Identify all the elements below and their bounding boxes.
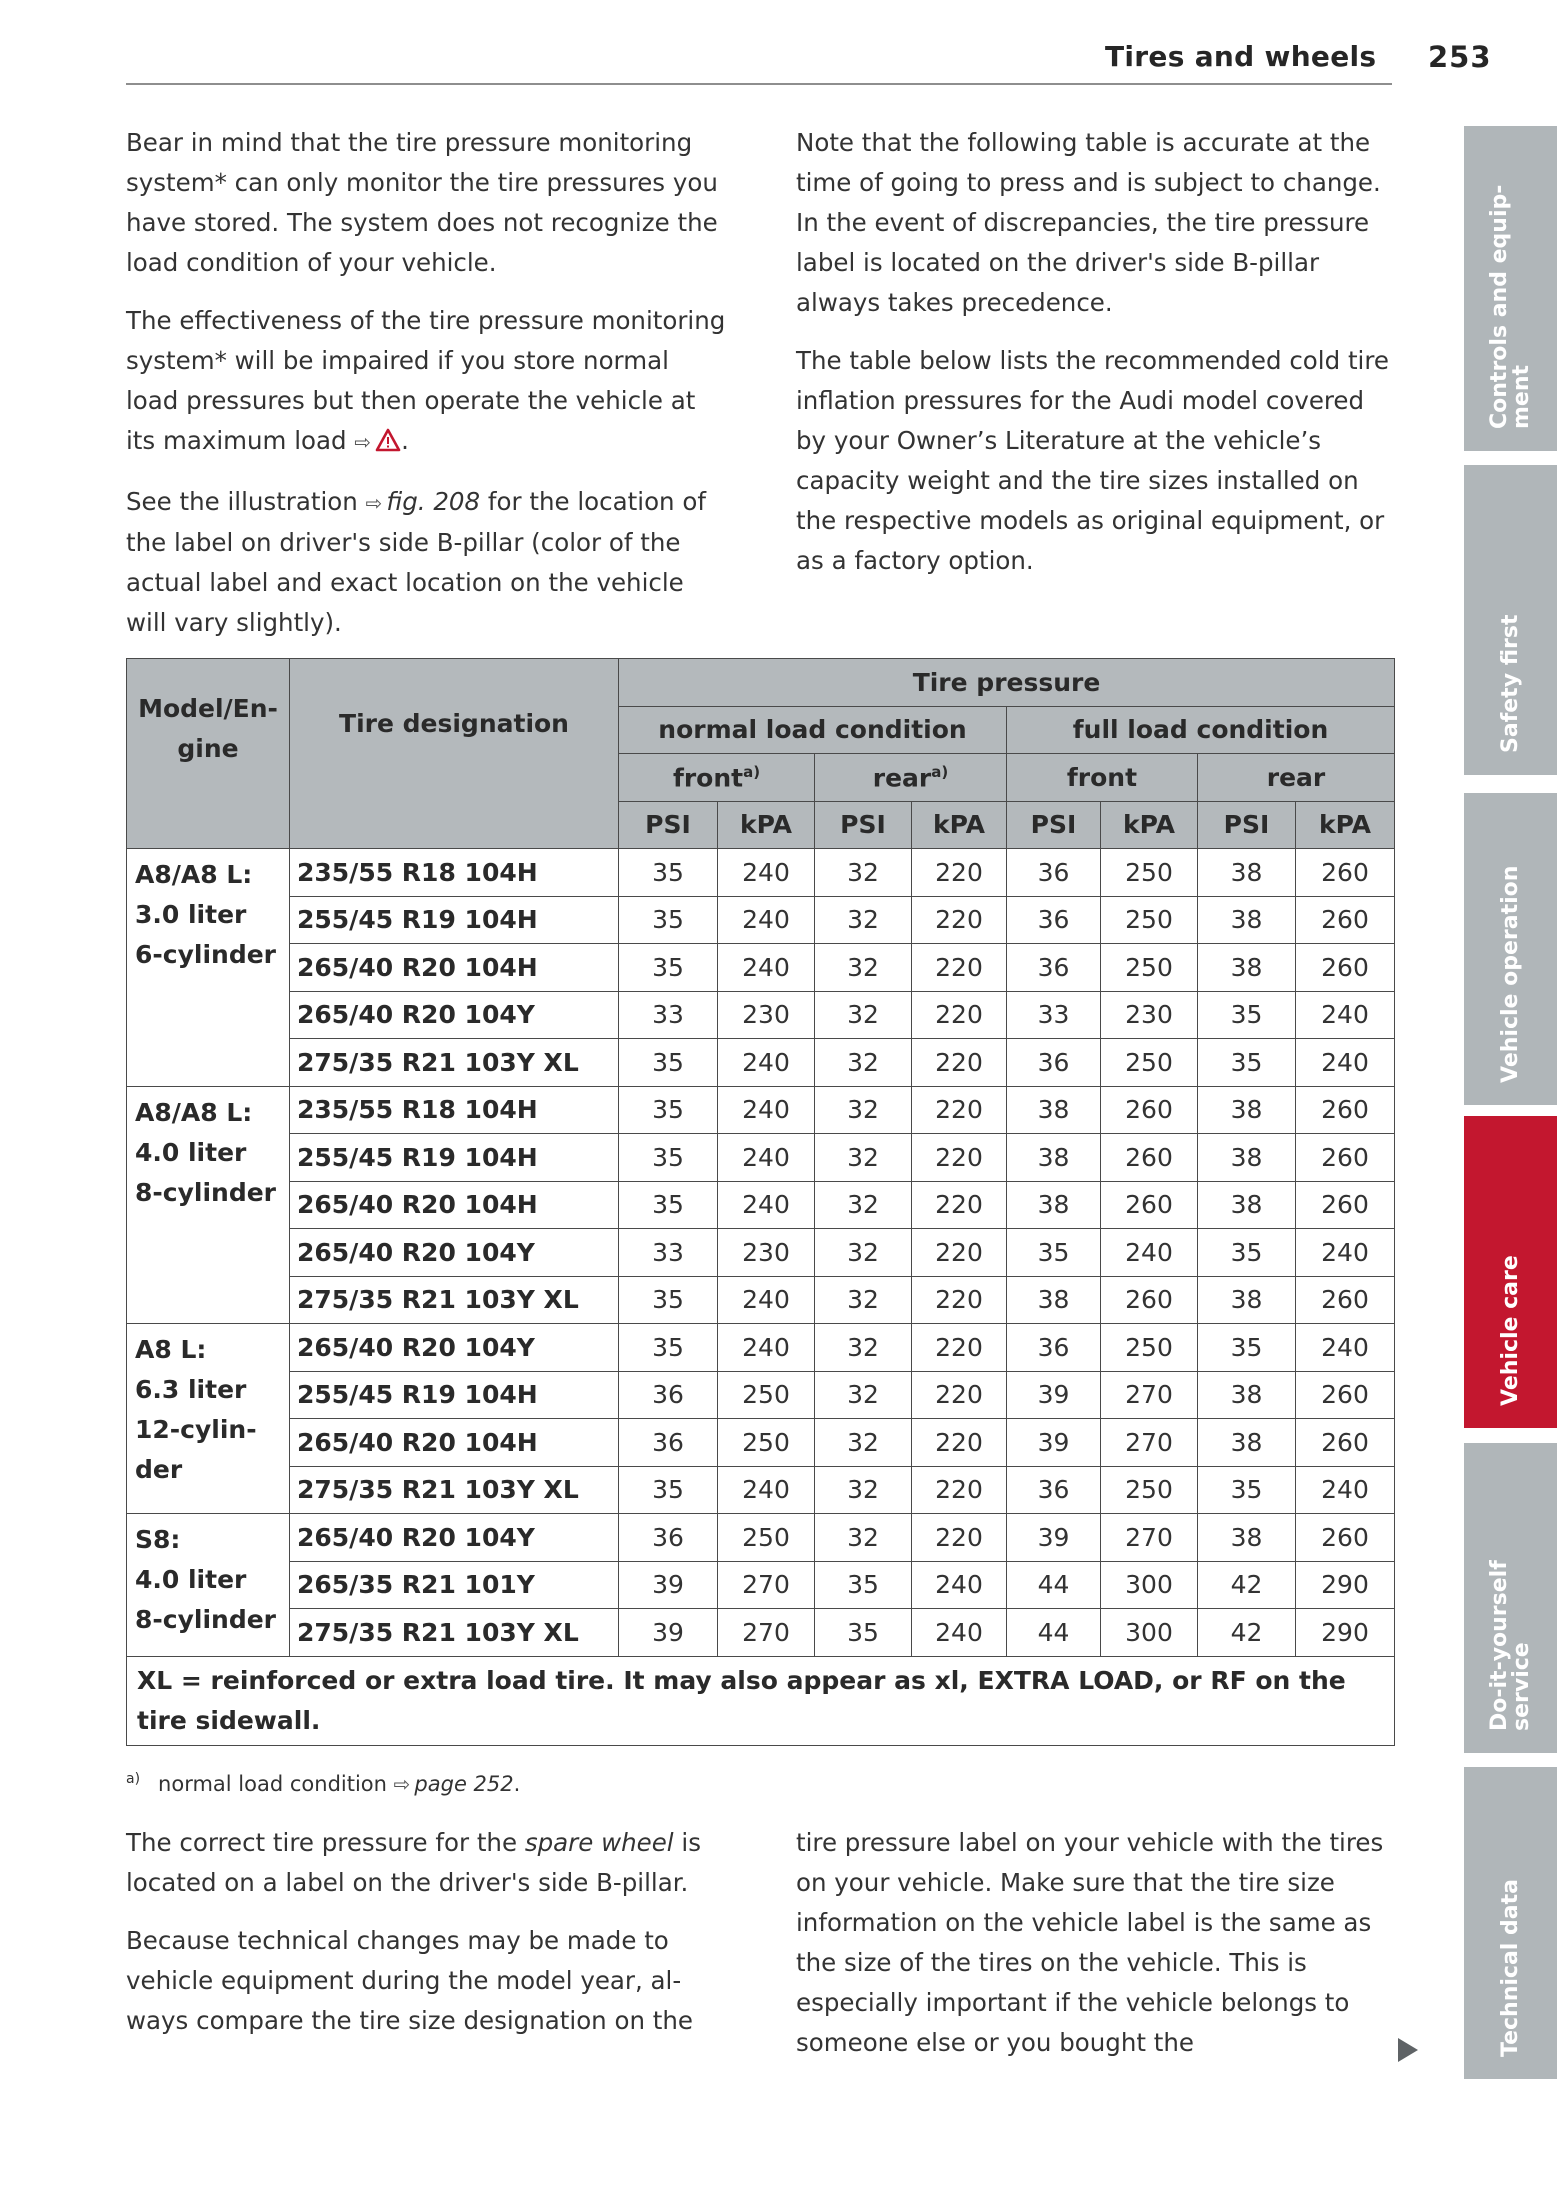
full-rear-kpa-cell: 240 [1296,1466,1395,1514]
paragraph-text: The correct tire pressure for the [126,1828,518,1857]
tire-designation-cell: 265/40 R20 104Y [290,991,619,1039]
full-front-kpa-cell: 250 [1101,1039,1198,1087]
full-rear-psi-cell: 38 [1198,1514,1296,1562]
normal-front-psi-cell: 33 [619,1229,718,1277]
tire-designation-cell: 275/35 R21 103Y XL [290,1039,619,1087]
normal-rear-psi-cell: 32 [815,1371,912,1419]
table-row [127,944,1395,992]
normal-rear-psi-cell: 32 [815,1419,912,1467]
table-row [127,896,1395,944]
full-front-kpa-cell: 270 [1101,1514,1198,1562]
full-rear-kpa-cell: 260 [1296,1419,1395,1467]
normal-rear-psi-cell: 35 [815,1609,912,1657]
table-footnote [126,1771,520,1796]
full-front-kpa-cell: 260 [1101,1181,1198,1229]
column-header-normal-front [619,754,815,802]
table-row [127,849,1395,897]
full-front-psi-cell: 38 [1007,1086,1101,1134]
normal-rear-kpa-cell: 220 [912,1371,1007,1419]
normal-rear-psi-cell: 32 [815,1276,912,1324]
paragraph: Because technical changes may be made to vehicle equipment during the model year, always compare the tire size designation on the [126,1926,694,2035]
full-rear-psi-cell: 38 [1198,1276,1296,1324]
full-rear-psi-cell: 42 [1198,1609,1296,1657]
normal-front-kpa-cell: 240 [718,1086,815,1134]
model-engine-line: der [135,1455,183,1484]
model-engine-line: 4.0 liter [135,1137,247,1167]
full-rear-psi-cell: 35 [1198,1039,1296,1087]
full-rear-kpa-cell: 290 [1296,1609,1395,1657]
full-rear-psi-cell: 38 [1198,1371,1296,1419]
full-front-psi-cell: 33 [1007,991,1101,1039]
full-front-kpa-cell: 250 [1101,944,1198,992]
full-front-kpa-cell: 250 [1101,1324,1198,1372]
table-row [127,991,1395,1039]
normal-rear-kpa-cell: 220 [912,896,1007,944]
normal-front-kpa-cell: 240 [718,1134,815,1182]
paragraph: The table below lists the recommended cold tire inflation pressures for the Audi model covered by your Owner’s Literature at the vehicle’s capacity weight and the tire sizes installed on the respective models as original equipment, or as a factory option. [796,346,1389,575]
model-engine-line: 12-cylin- [135,1415,257,1444]
side-tab-technical-data[interactable] [1464,1767,1557,2079]
normal-rear-psi-cell: 32 [815,991,912,1039]
side-tab-label: Controls and equip- ment [1486,184,1534,429]
paragraph [126,482,726,643]
normal-rear-kpa-cell: 220 [912,1276,1007,1324]
paragraph: Note that the following table is accurate at the time of going to press and is subject to change. In the event of discrepancies, the tire pressure label is located on the driver's side B-pillar always takes precedence. [796,128,1381,317]
table-row [127,1466,1395,1514]
model-engine-line: A8 L: [135,1335,207,1364]
normal-front-psi-cell: 35 [619,1324,718,1372]
full-rear-psi-cell: 35 [1198,991,1296,1039]
header-label: Tire designation [339,709,569,738]
intro-left-column [126,123,726,661]
table-row [127,1514,1395,1562]
model-engine-line: 3.0 liter [135,900,247,929]
column-header-kpa: kPA [1101,801,1198,849]
full-rear-kpa-cell: 260 [1296,896,1395,944]
full-front-kpa-cell: 300 [1101,1561,1198,1609]
full-rear-kpa-cell: 260 [1296,1276,1395,1324]
full-rear-kpa-cell: 260 [1296,1514,1395,1562]
emphasis-spare-wheel: spare wheel [524,1828,674,1857]
normal-front-kpa-cell: 230 [718,991,815,1039]
full-front-psi-cell: 44 [1007,1561,1101,1609]
normal-rear-psi-cell: 32 [815,1181,912,1229]
side-tab-label: Safety first [1497,614,1523,753]
full-rear-psi-cell: 38 [1198,1134,1296,1182]
normal-front-kpa-cell: 240 [718,849,815,897]
outro-left-column [126,1823,726,2059]
tire-designation-cell: 255/45 R19 104H [290,1371,619,1419]
normal-rear-psi-cell: 32 [815,1514,912,1562]
normal-rear-psi-cell: 32 [815,849,912,897]
normal-rear-kpa-cell: 220 [912,944,1007,992]
tire-designation-cell: 265/40 R20 104H [290,1419,619,1467]
full-front-kpa-cell: 230 [1101,991,1198,1039]
page-reference-link[interactable]: page 252 [414,1772,514,1796]
normal-front-psi-cell: 35 [619,944,718,992]
normal-rear-psi-cell: 32 [815,944,912,992]
header-divider [126,83,1392,85]
column-header-psi: PSI [619,801,718,849]
full-rear-kpa-cell: 240 [1296,1039,1395,1087]
full-front-psi-cell: 39 [1007,1419,1101,1467]
full-rear-kpa-cell: 260 [1296,1371,1395,1419]
full-front-kpa-cell: 250 [1101,849,1198,897]
model-engine-cell [127,1324,290,1514]
normal-rear-kpa-cell: 220 [912,991,1007,1039]
normal-front-psi-cell: 36 [619,1514,718,1562]
normal-front-psi-cell: 33 [619,991,718,1039]
full-rear-psi-cell: 35 [1198,1324,1296,1372]
continued-arrow-icon[interactable] [1398,2038,1418,2062]
normal-front-kpa-cell: 240 [718,1276,815,1324]
paragraph-text: for the location of the label on driver's side B-pillar (color of the actual label and exact location on the vehicle will vary slightly). [126,487,706,637]
full-front-psi-cell: 38 [1007,1134,1101,1182]
full-front-kpa-cell: 260 [1101,1276,1198,1324]
normal-front-kpa-cell: 270 [718,1609,815,1657]
full-front-psi-cell: 36 [1007,1324,1101,1372]
normal-front-kpa-cell: 250 [718,1419,815,1467]
page-number: 253 [1428,40,1492,74]
column-header-kpa: kPA [718,801,815,849]
side-tab-safety-first[interactable] [1464,465,1557,775]
side-tab-do-it-yourself-service[interactable] [1464,1443,1557,1753]
column-header-psi: PSI [1198,801,1296,849]
full-rear-psi-cell: 38 [1198,1419,1296,1467]
normal-rear-kpa-cell: 220 [912,1466,1007,1514]
normal-front-psi-cell: 35 [619,1086,718,1134]
normal-front-psi-cell: 36 [619,1419,718,1467]
model-engine-line: A8/A8 L: [135,1097,253,1127]
paragraph-text: is located on a label on the driver's side B-pillar. [126,1828,701,1897]
tire-designation-cell: 275/35 R21 103Y XL [290,1466,619,1514]
full-front-kpa-cell: 260 [1101,1134,1198,1182]
normal-front-psi-cell: 35 [619,1134,718,1182]
header-label: front [672,762,744,792]
normal-rear-kpa-cell: 220 [912,1134,1007,1182]
normal-front-psi-cell: 39 [619,1609,718,1657]
normal-front-kpa-cell: 240 [718,944,815,992]
full-rear-psi-cell: 38 [1198,944,1296,992]
normal-front-psi-cell: 36 [619,1371,718,1419]
tire-designation-cell: 265/35 R21 101Y [290,1561,619,1609]
tire-designation-cell: 255/45 R19 104H [290,1134,619,1182]
footnote-text: normal load condition [158,1772,387,1796]
normal-front-kpa-cell: 240 [718,1181,815,1229]
table-row [127,1134,1395,1182]
table-row [127,1229,1395,1277]
side-tab-label: Technical data [1497,1879,1523,2057]
table-row [127,1039,1395,1087]
normal-rear-kpa-cell: 220 [912,849,1007,897]
normal-front-kpa-cell: 240 [718,1039,815,1087]
normal-rear-kpa-cell: 220 [912,1039,1007,1087]
normal-rear-psi-cell: 32 [815,1229,912,1277]
normal-front-psi-cell: 39 [619,1561,718,1609]
footnote-mark: a) [931,762,949,781]
table-row [127,1086,1395,1134]
paragraph: Bear in mind that the tire pressure monitoring system* can only monitor the tire pressures you have stored. The system does not recognize the load condition of your vehicle. [126,128,718,277]
table-row [127,1276,1395,1324]
tire-designation-cell: 265/40 R20 104H [290,1181,619,1229]
table-row [127,1419,1395,1467]
column-header-tire-pressure: Tire pressure [619,659,1395,707]
tire-designation-cell: 265/40 R20 104Y [290,1514,619,1562]
arrow-right-icon: ⇨ [365,491,383,515]
model-engine-line: S8: [135,1525,181,1554]
paragraph-text: See the illustration [126,487,358,516]
column-header-full-rear: rear [1198,754,1395,802]
outro-right-column [796,1823,1396,2081]
tire-designation-cell: 235/55 R18 104H [290,1086,619,1134]
full-front-kpa-cell: 250 [1101,896,1198,944]
tire-designation-cell: 235/55 R18 104H [290,849,619,897]
normal-rear-kpa-cell: 240 [912,1561,1007,1609]
full-rear-kpa-cell: 260 [1296,1181,1395,1229]
normal-front-psi-cell: 35 [619,1276,718,1324]
side-tab-controls-and-equipment[interactable] [1464,126,1557,451]
full-rear-kpa-cell: 240 [1296,991,1395,1039]
normal-front-psi-cell: 35 [619,1039,718,1087]
normal-rear-psi-cell: 35 [815,1561,912,1609]
tire-pressure-table [126,658,1395,1746]
normal-rear-psi-cell: 32 [815,1324,912,1372]
column-header-kpa: kPA [1296,801,1395,849]
table-row [127,1561,1395,1609]
side-tab-vehicle-care[interactable] [1464,1116,1557,1428]
full-front-psi-cell: 44 [1007,1609,1101,1657]
model-engine-line: 6.3 liter [135,1375,247,1404]
column-header-normal-load: normal load condition [619,706,1007,754]
model-engine-line: 4.0 liter [135,1565,247,1594]
tire-designation-cell: 265/40 R20 104Y [290,1229,619,1277]
paragraph: tire pressure label on your vehicle with the tires on your vehicle. Make sure that the tire size information on the vehicle label is the same as the size of the tires on the vehicle. This is especially important if the vehicle belongs to someone else or you bought the [796,1828,1384,2057]
table-header [127,659,1395,849]
normal-rear-kpa-cell: 220 [912,1086,1007,1134]
model-engine-line: 6-cylinder [135,940,277,969]
normal-rear-kpa-cell: 220 [912,1419,1007,1467]
figure-reference-link[interactable]: fig. 208 [386,487,481,516]
normal-rear-kpa-cell: 220 [912,1181,1007,1229]
normal-front-psi-cell: 35 [619,1466,718,1514]
full-front-psi-cell: 35 [1007,1229,1101,1277]
model-engine-line: A8/A8 L: [135,860,253,889]
normal-rear-kpa-cell: 220 [912,1229,1007,1277]
full-front-psi-cell: 38 [1007,1276,1101,1324]
column-header-full-load: full load condition [1007,706,1395,754]
full-front-psi-cell: 39 [1007,1514,1101,1562]
full-rear-kpa-cell: 260 [1296,849,1395,897]
normal-rear-kpa-cell: 240 [912,1609,1007,1657]
normal-front-psi-cell: 35 [619,1181,718,1229]
full-front-kpa-cell: 300 [1101,1609,1198,1657]
footnote-end: . [513,1772,521,1796]
normal-front-kpa-cell: 250 [718,1371,815,1419]
full-front-psi-cell: 36 [1007,1466,1101,1514]
paragraph-text: The effectiveness of the tire pressure monitoring system* will be impaired if you store normal load pressures but then operate the vehicle at its maximum load [126,306,726,455]
full-rear-psi-cell: 35 [1198,1229,1296,1277]
side-tab-label: Do-it-yourself service [1486,1560,1534,1731]
normal-rear-kpa-cell: 220 [912,1324,1007,1372]
full-rear-kpa-cell: 240 [1296,1324,1395,1372]
column-header-psi: PSI [1007,801,1101,849]
full-front-kpa-cell: 270 [1101,1419,1198,1467]
full-front-kpa-cell: 240 [1101,1229,1198,1277]
model-engine-line: 8-cylinder [135,1177,277,1207]
full-rear-psi-cell: 38 [1198,1086,1296,1134]
full-rear-psi-cell: 38 [1198,896,1296,944]
full-rear-kpa-cell: 260 [1296,1086,1395,1134]
table-row [127,1324,1395,1372]
table-row [127,1609,1395,1657]
section-title: Tires and wheels [1105,40,1377,73]
model-engine-cell [127,849,290,1087]
table-body [127,849,1395,1657]
normal-front-kpa-cell: 250 [718,1514,815,1562]
tire-designation-cell: 275/35 R21 103Y XL [290,1609,619,1657]
column-header-kpa: kPA [912,801,1007,849]
intro-right-column [796,123,1396,599]
normal-front-psi-cell: 35 [619,849,718,897]
full-front-kpa-cell: 260 [1101,1086,1198,1134]
tire-designation-cell: 265/40 R20 104Y [290,1324,619,1372]
footnote-mark: a) [743,762,761,781]
normal-front-psi-cell: 35 [619,896,718,944]
full-front-psi-cell: 36 [1007,896,1101,944]
arrow-right-icon: ⇨ [393,1772,411,1796]
normal-front-kpa-cell: 270 [718,1561,815,1609]
model-engine-line: 8-cylinder [135,1605,277,1634]
side-tab-label: Vehicle care [1497,1255,1523,1406]
normal-front-kpa-cell: 240 [718,896,815,944]
warning-triangle-icon[interactable] [375,424,401,464]
tire-designation-cell: 265/40 R20 104H [290,944,619,992]
paragraph [126,1823,726,1903]
model-engine-cell [127,1086,290,1324]
full-rear-psi-cell: 38 [1198,1181,1296,1229]
full-rear-kpa-cell: 260 [1296,1134,1395,1182]
normal-front-kpa-cell: 230 [718,1229,815,1277]
normal-rear-psi-cell: 32 [815,1086,912,1134]
full-rear-kpa-cell: 240 [1296,1229,1395,1277]
footnote-mark: a) [126,1771,141,1787]
column-header-normal-rear [815,754,1007,802]
normal-rear-kpa-cell: 220 [912,1514,1007,1562]
full-rear-kpa-cell: 260 [1296,944,1395,992]
arrow-right-icon: ⇨ [354,430,372,454]
paragraph-end: . [401,426,409,455]
normal-rear-psi-cell: 32 [815,1134,912,1182]
full-rear-psi-cell: 35 [1198,1466,1296,1514]
model-engine-cell [127,1514,290,1657]
full-front-kpa-cell: 270 [1101,1371,1198,1419]
normal-rear-psi-cell: 32 [815,1039,912,1087]
normal-front-kpa-cell: 240 [718,1324,815,1372]
table-row [127,1371,1395,1419]
paragraph [126,301,726,464]
full-front-psi-cell: 39 [1007,1371,1101,1419]
column-header-psi: PSI [815,801,912,849]
normal-rear-psi-cell: 32 [815,896,912,944]
table-row [127,1181,1395,1229]
full-front-psi-cell: 36 [1007,849,1101,897]
tire-designation-cell: 275/35 R21 103Y XL [290,1276,619,1324]
tire-designation-cell: 255/45 R19 104H [290,896,619,944]
full-rear-psi-cell: 42 [1198,1561,1296,1609]
full-front-psi-cell: 36 [1007,1039,1101,1087]
full-front-psi-cell: 38 [1007,1181,1101,1229]
side-tab-vehicle-operation[interactable] [1464,793,1557,1105]
full-rear-psi-cell: 38 [1198,849,1296,897]
column-header-tire-designation [290,659,619,849]
normal-front-kpa-cell: 240 [718,1466,815,1514]
header-label: rear [872,762,932,792]
column-header-full-front: front [1007,754,1198,802]
header-label: Model/En-gine [138,693,278,763]
full-rear-kpa-cell: 290 [1296,1561,1395,1609]
side-tab-label: Vehicle operation [1497,865,1523,1083]
full-front-kpa-cell: 250 [1101,1466,1198,1514]
xl-note: XL = reinforced or extra load tire. It may also appear as xl, EXTRA LOAD, or RF on the tire sidewall. [127,1656,1395,1745]
column-header-model-engine [127,659,290,849]
full-front-psi-cell: 36 [1007,944,1101,992]
normal-rear-psi-cell: 32 [815,1466,912,1514]
